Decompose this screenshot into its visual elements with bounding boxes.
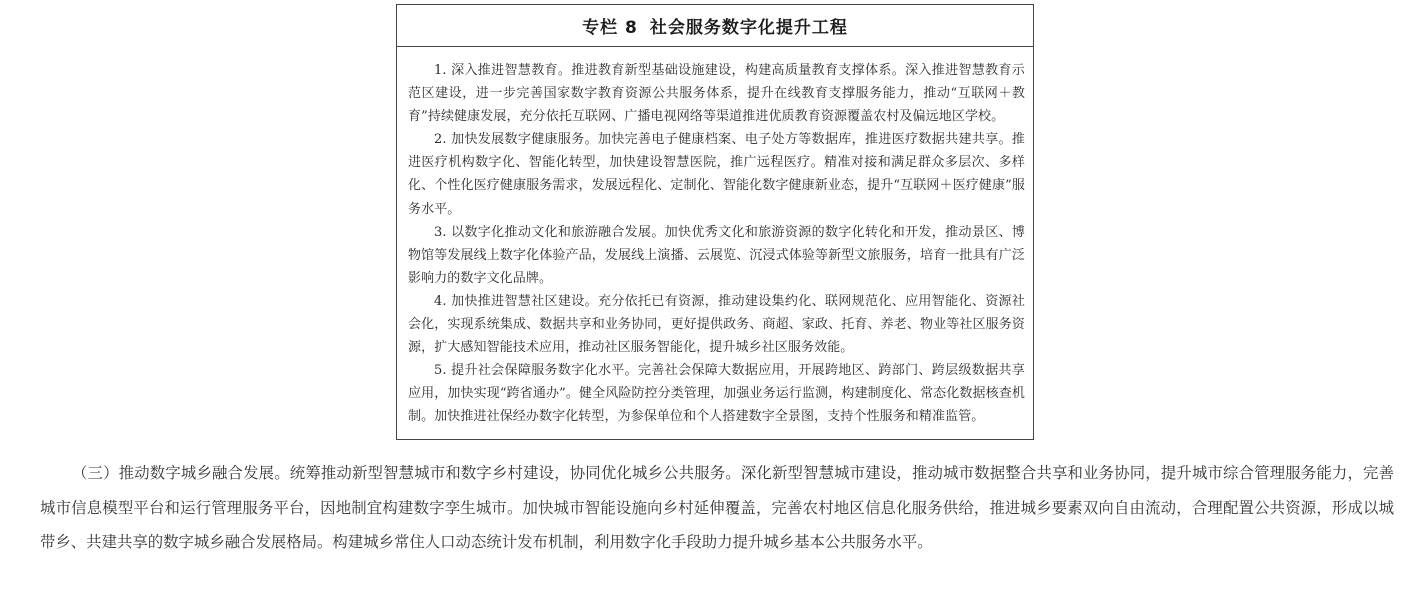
box-title [397,5,1033,47]
box-item-lead: 4. 加快推进智慧社区建设。 [434,293,598,309]
box-item-lead: 2. 加快发展数字健康服务。 [434,132,598,148]
box-item-text: 加快完善电子健康档案、电子处方等数据库，推进医疗数据共建共享。推进医疗机构数字化、智能化转型，加快建设智慧医院，推广远程医疗。精准对接和满足群众多层次、多样化、个性化医疗健康服务需求，发展远程化、定制化、智能化数字健康新业态，提升“互联网＋医疗健康”服务水平。 [408,132,1025,217]
box-item-text: 加快优秀文化和旅游资源的数字化转化和开发，推动景区、博物馆等发展线上数字化体验产品，发展线上演播、云展览、沉浸式体验等新型文旅服务，培育一批具有广泛影响力的数字文化品牌。 [408,224,1026,286]
box-item-lead: 1. 深入推进智慧教育。 [434,63,572,78]
box-item-text: 推进教育新型基础设施建设，构建高质量教育支撑体系。深入推进智慧教育示范区建设，进一步完善国家数字教育资源公共服务体系，提升在线教育支撑服务能力，推动“互联网＋教育”持续健康发展，充分依托互联网、广播电视网络等渠道推进优质教育资源覆盖农村及偏远地区学校。 [408,63,1025,125]
box-title-number: 专栏 8 [582,18,638,38]
box-item-lead: 5. 提升社会保障服务数字化水平。 [434,363,639,379]
body-paragraph: （三）推动数字城乡融合发展。统筹推动新型智慧城市和数字乡村建设，协同优化城乡公共服务。深化新型智慧城市建设，推动城市数据整合共享和业务协同，提升城市综合管理服务能力，完善城市信息模型平台和运行管理服务平台，因地制宜构建数字孪生城市。加快城市智能设施向乡村延伸覆盖，完善农村地区信息化服务供给，推进城乡要素双向自由流动，合理配置公共资源，形成以城带乡、共建共享的数字城乡融合发展格局。构建城乡常住人口动态统计发布机制，利用数字化手段助力提升城乡基本公共服务水平。 [40,464,1394,552]
box-item-lead: 3. 以数字化推动文化和旅游融合发展。 [434,224,665,240]
box-item [408,359,1025,428]
box-item [408,59,1025,128]
box-title-text: 社会服务数字化提升工程 [649,18,848,38]
box-item [408,290,1025,359]
box-item [408,128,1025,220]
box-item-text: 充分依托已有资源，推动建设集约化、联网规范化、应用智能化、资源社会化，实现系统集成、数据共享和业务协同，更好提供政务、商超、家政、托育、养老、物业等社区服务资源，扩大感知智能技术应用，推动社区服务智能化，提升城乡社区服务效能。 [408,293,1025,356]
box-body [397,47,1033,429]
box-item-text: 完善社会保障大数据应用，开展跨地区、跨部门、跨层级数据共享应用，加快实现“跨省通办”。健全风险防控分类管理，加强业务运行监测，构建制度化、常态化数据核查机制。加快推进社保经办数字化转型，为参保单位和个人搭建数字全景图，支持个性服务和精准监管。 [408,363,1025,425]
box-item [408,221,1025,290]
feature-box [396,4,1034,440]
